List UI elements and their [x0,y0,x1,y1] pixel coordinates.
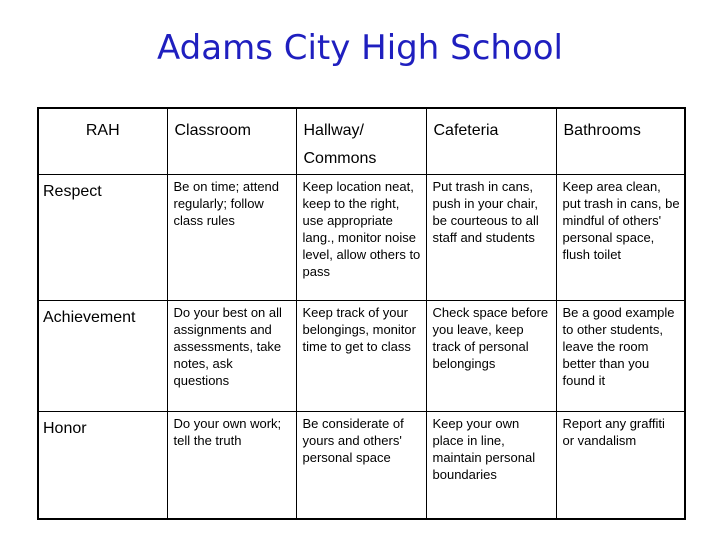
row-label: Honor [38,411,167,519]
cell-hallway: Keep track of your belongings, monitor time to get to class [296,300,426,411]
cell-classroom: Do your own work; tell the truth [167,411,296,519]
header-bathrooms: Bathrooms [556,108,685,174]
table-row-achievement [38,300,685,411]
header-hallway-line2: Commons [303,150,377,167]
cell-classroom: Do your best on all assignments and assessments, take notes, ask questions [167,300,296,411]
row-label: Achievement [38,300,167,411]
cell-bathrooms: Keep area clean, put trash in cans, be mindful of others' personal space, flush toilet [556,174,685,300]
header-cafeteria: Cafeteria [426,108,556,174]
table-row-honor [38,411,685,519]
cell-cafeteria: Put trash in cans, push in your chair, be courteous to all staff and students [426,174,556,300]
cell-hallway: Keep location neat, keep to the right, use appropriate lang., monitor noise level, allow others to pass [296,174,426,300]
header-row [38,108,685,174]
cell-bathrooms: Report any graffiti or vandalism [556,411,685,519]
cell-cafeteria: Check space before you leave, keep track of personal belongings [426,300,556,411]
rah-expectations-table [37,107,686,520]
cell-bathrooms: Be a good example to other students, leave the room better than you found it [556,300,685,411]
cell-cafeteria: Keep your own place in line, maintain personal boundaries [426,411,556,519]
header-classroom: Classroom [167,108,296,174]
row-label: Respect [38,174,167,300]
page-title: Adams City High School [157,28,563,68]
header-rah: RAH [38,108,167,174]
header-hallway-line1: Hallway/ [303,122,364,139]
table-row-respect [38,174,685,300]
cell-hallway: Be considerate of yours and others' personal space [296,411,426,519]
header-hallway [296,108,426,174]
cell-classroom: Be on time; attend regularly; follow class rules [167,174,296,300]
